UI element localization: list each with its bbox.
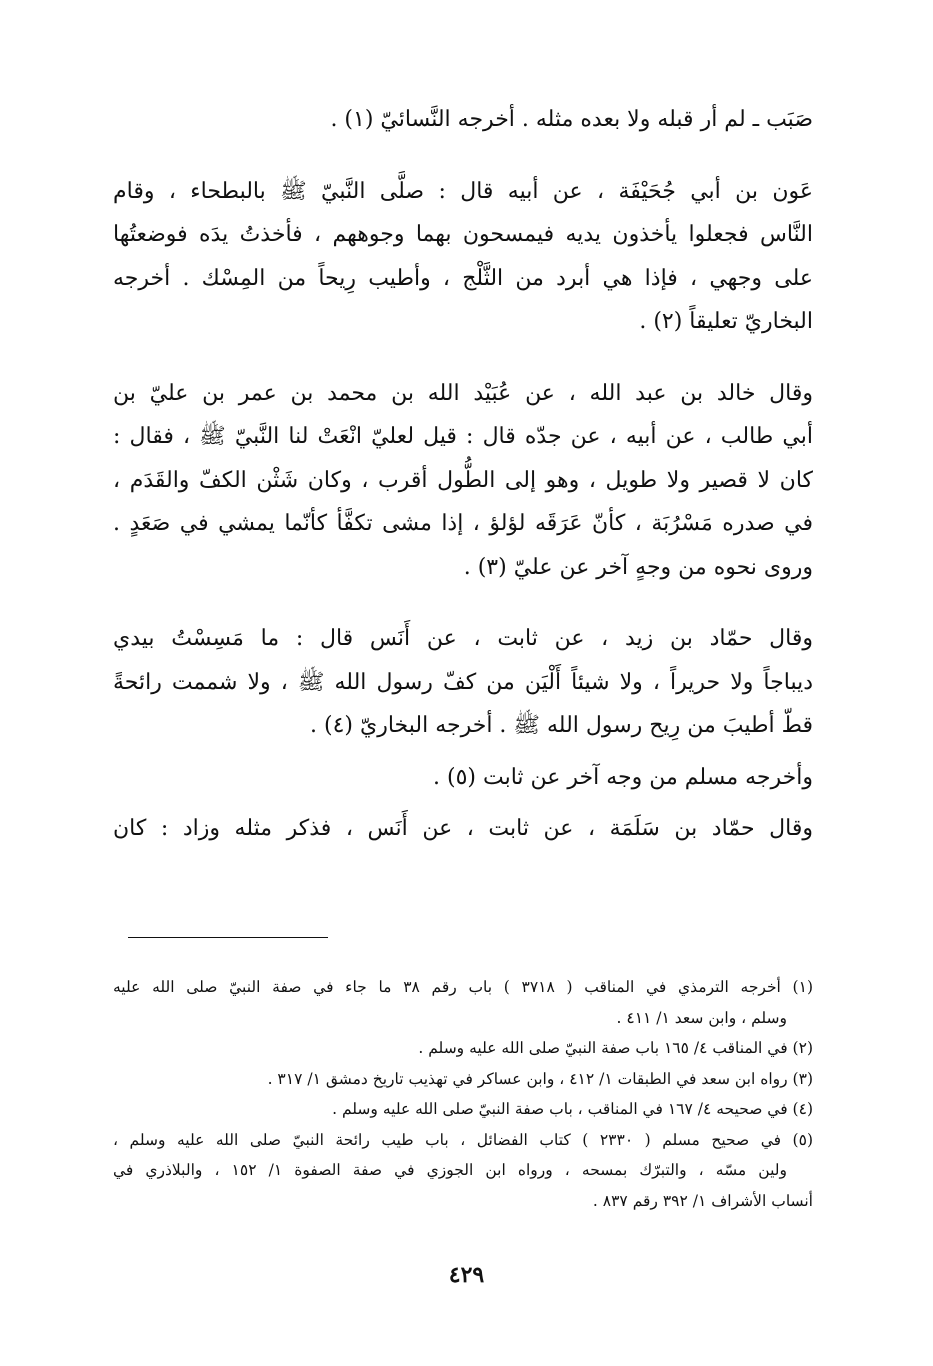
page-number: ٤٢٩ [448, 1262, 485, 1288]
text-line: عَون بن أبي جُحَيْفَة ، عن أبيه قال : صلَّى النَّبيّ ﷺ بالبطحاء ، وقام [113, 178, 813, 204]
paragraph-1 [113, 98, 813, 142]
main-text [113, 98, 813, 879]
footnote-2 [113, 1033, 813, 1064]
footnote-line: (٢) في المناقب ٤/ ١٦٥ باب صفة النبيّ صلى الله عليه وسلم . [418, 1039, 813, 1057]
text-line: كان لا قصير ولا طويل ، وهو إلى الطُّول أقرب ، وكان شَثْن الكفّ والقَدَم ، [113, 467, 813, 493]
paragraph-2 [113, 170, 813, 344]
text-line: قطّ أطيبَ من رِيح رسول الله ﷺ . أخرجه البخاريّ (٤) . [310, 713, 813, 738]
text-line: في صدره مَسْرُبَة ، كأنّ عَرَقَه لؤلؤ ، إذا مشى تكفَّأ كأنّما يمشي في صَعَدٍ . [113, 511, 813, 536]
footnote-divider [128, 937, 328, 938]
footnote-line: أنساب الأشراف ١/ ٣٩٢ رقم ٨٣٧ . [592, 1191, 813, 1210]
paragraph-5 [113, 756, 813, 800]
footnote-line: (٤) في صحيحه ٤/ ١٦٧ في المناقب ، باب صفة النبيّ صلى الله عليه وسلم . [332, 1100, 813, 1118]
footnote-line: (٣) رواه ابن سعد في الطبقات ١/ ٤١٢ ، وابن عساكر في تهذيب تاريخ دمشق ١/ ٣١٧ . [267, 1069, 813, 1088]
paragraph-3 [113, 372, 813, 590]
footnote-1 [113, 972, 813, 1033]
text-line: ديباجاً ولا حريراً ، ولا شيئاً أَلْيَن من كفّ رسول الله ﷺ ، ولا شممت رائحةً [113, 669, 813, 695]
text-line: أبي طالب ، عن أبيه ، عن جدّه قال : قيل لعليّ انْعَتْ لنا النَّبيّ ﷺ ، فقال : [113, 424, 813, 449]
footnotes [113, 972, 813, 1216]
text-line: وقال خالد بن عبد الله ، عن عُبَيْد الله بن محمد بن عمر بن عليّ بن [113, 380, 813, 406]
footnote-line: (١) أخرجه الترمذي في المناقب ( ٣٧١٨ ) باب رقم ٣٨ ما جاء في صفة النبيّ صلى الله عليه [113, 978, 813, 996]
footnote-4 [113, 1094, 813, 1125]
footnote-5 [113, 1125, 813, 1217]
text-line: وقال حمّاد بن زيد ، عن ثابت ، عن أَنَس قال : ما مَسِسْتُ بيدي [113, 626, 813, 651]
text-line: البخاريّ تعليقاً (٢) . [639, 309, 813, 334]
paragraph-4 [113, 617, 813, 748]
text-line: وروى نحوه من وجهٍ آخر عن عليّ (٣) . [463, 554, 813, 580]
footnote-line: ولين مسّه ، والتبرّك بمسحه ، ورواه ابن الجوزي في صفة الصفوة ١/ ١٥٢ ، والبلاذري في [113, 1161, 787, 1179]
footnote-line: (٥) في صحيح مسلم ( ٢٣٣٠ ) كتاب الفضائل ، باب طيب رائحة النبيّ صلى الله عليه وسلم ، [113, 1130, 813, 1149]
paragraph-6 [113, 807, 813, 851]
text-line: النَّاس فجعلوا يأخذون يديه فيمسحون بهما وجوههم ، فأخذتُ يدَه فوضعتُها [113, 222, 813, 247]
text-line: وأخرجه مسلم من وجه آخر عن ثابت (٥) . [433, 764, 813, 790]
text-line: صَبَب ـ لم أر قبله ولا بعده مثله . أخرجه النَّسائيّ (١) . [330, 107, 813, 132]
footnote-3 [113, 1064, 813, 1095]
text-line: على وجهي ، فإذا هي أبرد من الثَّلْج ، وأطيب رِيحاً من المِسْك . أخرجه [113, 265, 813, 291]
footnote-line: وسلم ، وابن سعد ١/ ٤١١ . [616, 1008, 787, 1027]
text-line: وقال حمّاد بن سَلَمَة ، عن ثابت ، عن أَنَس ، فذكر مثله وزاد : كان [113, 816, 814, 841]
